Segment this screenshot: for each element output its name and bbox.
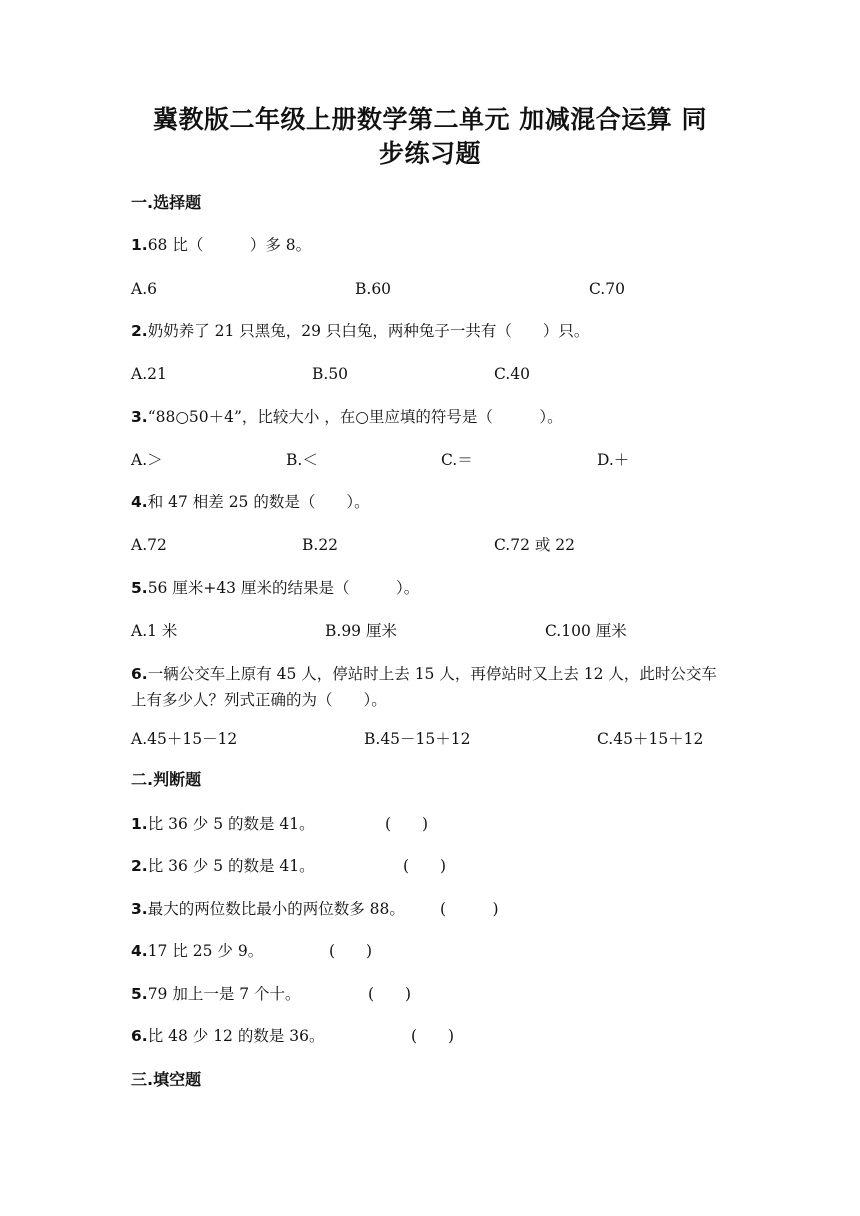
title-line-1: 冀教版二年级上册数学第二单元 加减混合运算 同 [153,105,707,134]
question-text: 17 比 25 少 9。 [147,942,264,960]
option-a: A.21 [131,365,167,383]
page-title [120,103,740,171]
option-a: A.45＋15－12 [131,730,238,748]
question-text: 奶奶养了 21 只黑兔，29 只白兔，两种兔子一共有（ ）只。 [147,322,590,340]
choice-question-2 [131,320,589,342]
question-number: 4. [131,493,148,511]
judge-question-1 [131,813,315,835]
option-a: A.72 [131,536,167,554]
question-number: 3. [131,900,148,918]
question-number: 5. [131,985,148,1003]
choice-question-3 [131,406,563,428]
answer-parentheses: ( ) [368,985,412,1003]
question-number: 6. [131,665,148,683]
choice-question-1 [131,234,311,256]
option-c: C.70 [589,280,625,298]
answer-parentheses: ( ) [411,1027,455,1045]
question-text: 79 加上一是 7 个十。 [147,985,301,1003]
option-a: A.6 [131,280,157,298]
option-b: B.45－15＋12 [364,730,471,748]
question-text: 68 比（ ）多 8。 [147,236,312,254]
option-c: C.45＋15＋12 [597,730,704,748]
choice-question-4 [131,491,370,513]
answer-parentheses: ( ) [440,900,499,918]
choice-question-6 [131,661,731,713]
question-number: 5. [131,579,148,597]
option-b: B.60 [355,280,392,298]
judge-question-6 [131,1025,325,1047]
judge-question-5 [131,983,301,1005]
judge-question-4 [131,940,263,962]
question-text: 比 36 少 5 的数是 41。 [147,815,315,833]
judge-question-3 [131,898,405,920]
option-b: B.＜ [286,451,318,469]
judge-question-2 [131,855,315,877]
section-heading-choice: 一.选择题 [131,193,202,212]
option-d: D.＋ [597,451,630,469]
option-c: C.＝ [441,451,473,469]
question-number: 2. [131,322,148,340]
title-line-2: 步练习题 [378,139,481,168]
answer-parentheses: ( ) [329,942,373,960]
option-b: B.50 [312,365,349,383]
question-number: 3. [131,408,148,426]
question-text: 和 47 相差 25 的数是（ ）。 [147,493,370,511]
section-heading-judge: 二.判断题 [131,770,202,789]
question-number: 4. [131,942,148,960]
option-c: C.40 [494,365,530,383]
question-text: 一辆公交车上原有 45 人，停站时上去 15 人，再停站时又上去 12 人，此时公交车上有多少人？列式正确的为（ ）。 [131,665,717,709]
answer-parentheses: ( ) [403,857,447,875]
question-number: 6. [131,1027,148,1045]
option-b: B.99 厘米 [325,622,397,640]
question-number: 1. [131,815,148,833]
question-text: 56 厘米+43 厘米的结果是（ ）。 [147,579,420,597]
question-text: 比 48 少 12 的数是 36。 [147,1027,325,1045]
question-text: 比 36 少 5 的数是 41。 [147,857,315,875]
section-heading-fill: 三.填空题 [131,1070,202,1089]
option-b: B.22 [302,536,339,554]
question-text: 最大的两位数比最小的两位数多 88。 [147,900,405,918]
question-number: 2. [131,857,148,875]
question-text: “88○50＋4”，比较大小 ，在○里应填的符号是（ ）。 [147,408,563,426]
question-number: 1. [131,236,148,254]
option-c: C.100 厘米 [545,622,627,640]
option-a: A.＞ [131,451,163,469]
option-c: C.72 或 22 [494,536,576,554]
answer-parentheses: ( ) [385,815,429,833]
option-a: A.1 米 [131,622,178,640]
choice-question-5 [131,577,419,599]
